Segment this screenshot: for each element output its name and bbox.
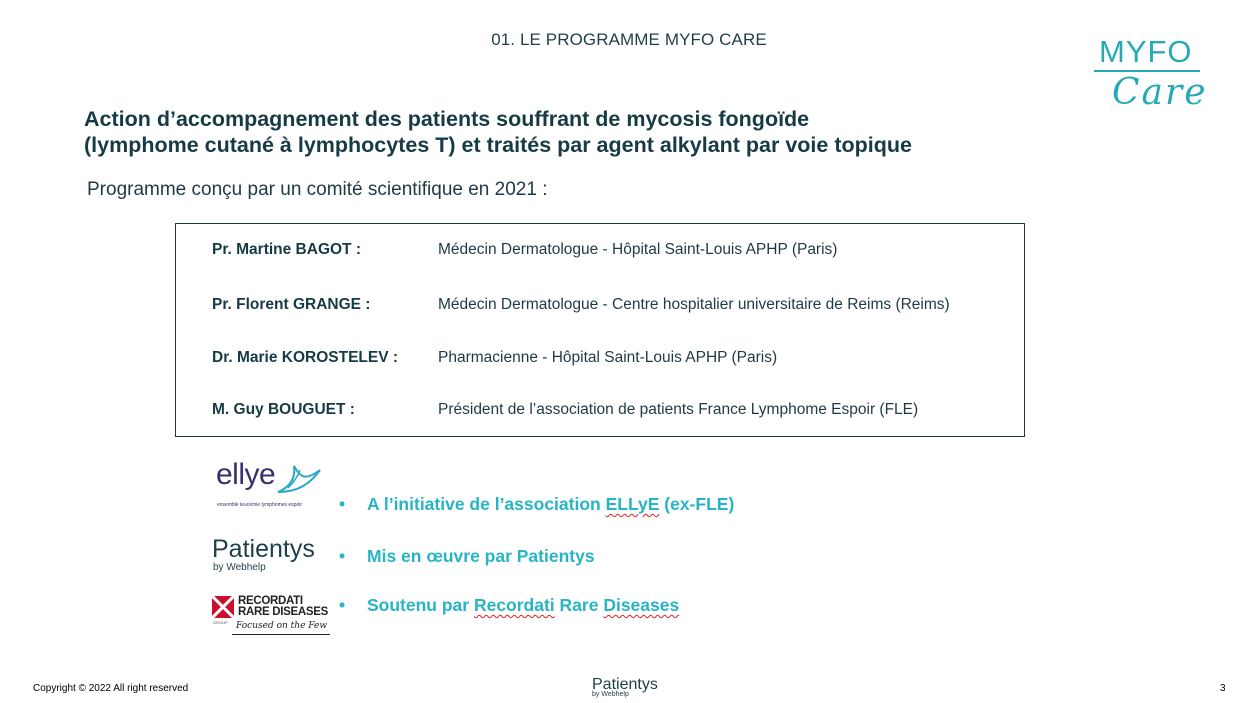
page-headline (84, 106, 1084, 158)
patientys-logo-by: by Webhelp (213, 562, 266, 573)
headline-line-1: Action d’accompagnement des patients souffrant de mycosis fongoïde (84, 107, 810, 131)
recordati-mark-icon (212, 596, 234, 618)
logo-text-care: Care (1112, 72, 1208, 113)
ellye-logo-subtitle: ensemble leucémie lymphomes espoir (217, 502, 303, 508)
partner-text-part: Rare (554, 595, 604, 615)
ellye-logo-word: ellye (216, 458, 276, 491)
member-name: Pr. Florent GRANGE : (212, 296, 371, 313)
member-role: Pharmacienne - Hôpital Saint-Louis APHP (Paris) (438, 349, 778, 366)
partner-text-part: Soutenu par (367, 595, 474, 615)
partner-text-part: A l’initiative de l’association (367, 494, 606, 514)
recordati-logo-name: RECORDATI RARE DISEASES (238, 595, 329, 618)
member-name: Dr. Marie KOROSTELEV : (212, 349, 399, 366)
partner-ellye-text (339, 494, 734, 515)
committee-intro: Programme conçu par un comité scientifique en 2021 : (87, 179, 548, 200)
bullet: • (339, 546, 346, 566)
footer-logo-word: Patientys (592, 676, 658, 693)
partner-patientys-text (339, 546, 595, 567)
partner-recordati-word: Diseases (603, 595, 680, 615)
copyright-notice: Copyright © 2022 All right reserved (33, 683, 189, 694)
partner-recordati-text (339, 595, 679, 616)
ellye-logo (212, 458, 322, 512)
recordati-logo-underline (232, 634, 330, 635)
member-role: Président de l’association de patients France Lymphome Espoir (FLE) (438, 401, 919, 418)
member-name: Pr. Martine BAGOT : (212, 241, 361, 258)
page-number: 3 (1220, 683, 1226, 694)
recordati-logo (212, 596, 334, 636)
partner-ellye-name: ELLyE (605, 494, 660, 514)
partner-text-part: Mis en œuvre par Patientys (367, 546, 595, 566)
partner-text-part: (ex-FLE) (659, 494, 735, 514)
recordati-logo-tagline: Focused on the Few (236, 621, 328, 631)
partner-recordati-word: Recordati (473, 595, 555, 615)
recordati-logo-group: GROUP (213, 620, 228, 625)
myfo-care-logo (1094, 34, 1208, 118)
logo-text-myfo: MYFO (1099, 34, 1193, 69)
ellye-bird-icon (274, 462, 322, 498)
section-title: 01. LE PROGRAMME MYFO CARE (491, 30, 767, 49)
member-name: M. Guy BOUGUET : (212, 401, 355, 418)
headline-line-2: (lymphome cutané à lymphocytes T) et traités par agent alkylant par voie topique (84, 133, 912, 157)
patientys-logo (212, 535, 332, 575)
patientys-logo-word: Patientys (212, 535, 315, 563)
committee-box (175, 223, 1025, 437)
member-role: Médecin Dermatologue - Centre hospitalier universitaire de Reims (Reims) (438, 296, 950, 313)
footer-patientys-logo (592, 676, 658, 698)
bullet: • (339, 494, 346, 514)
member-role: Médecin Dermatologue - Hôpital Saint-Louis APHP (Paris) (438, 241, 838, 258)
footer-logo-by: by Webhelp (592, 691, 629, 698)
bullet: • (339, 595, 346, 615)
